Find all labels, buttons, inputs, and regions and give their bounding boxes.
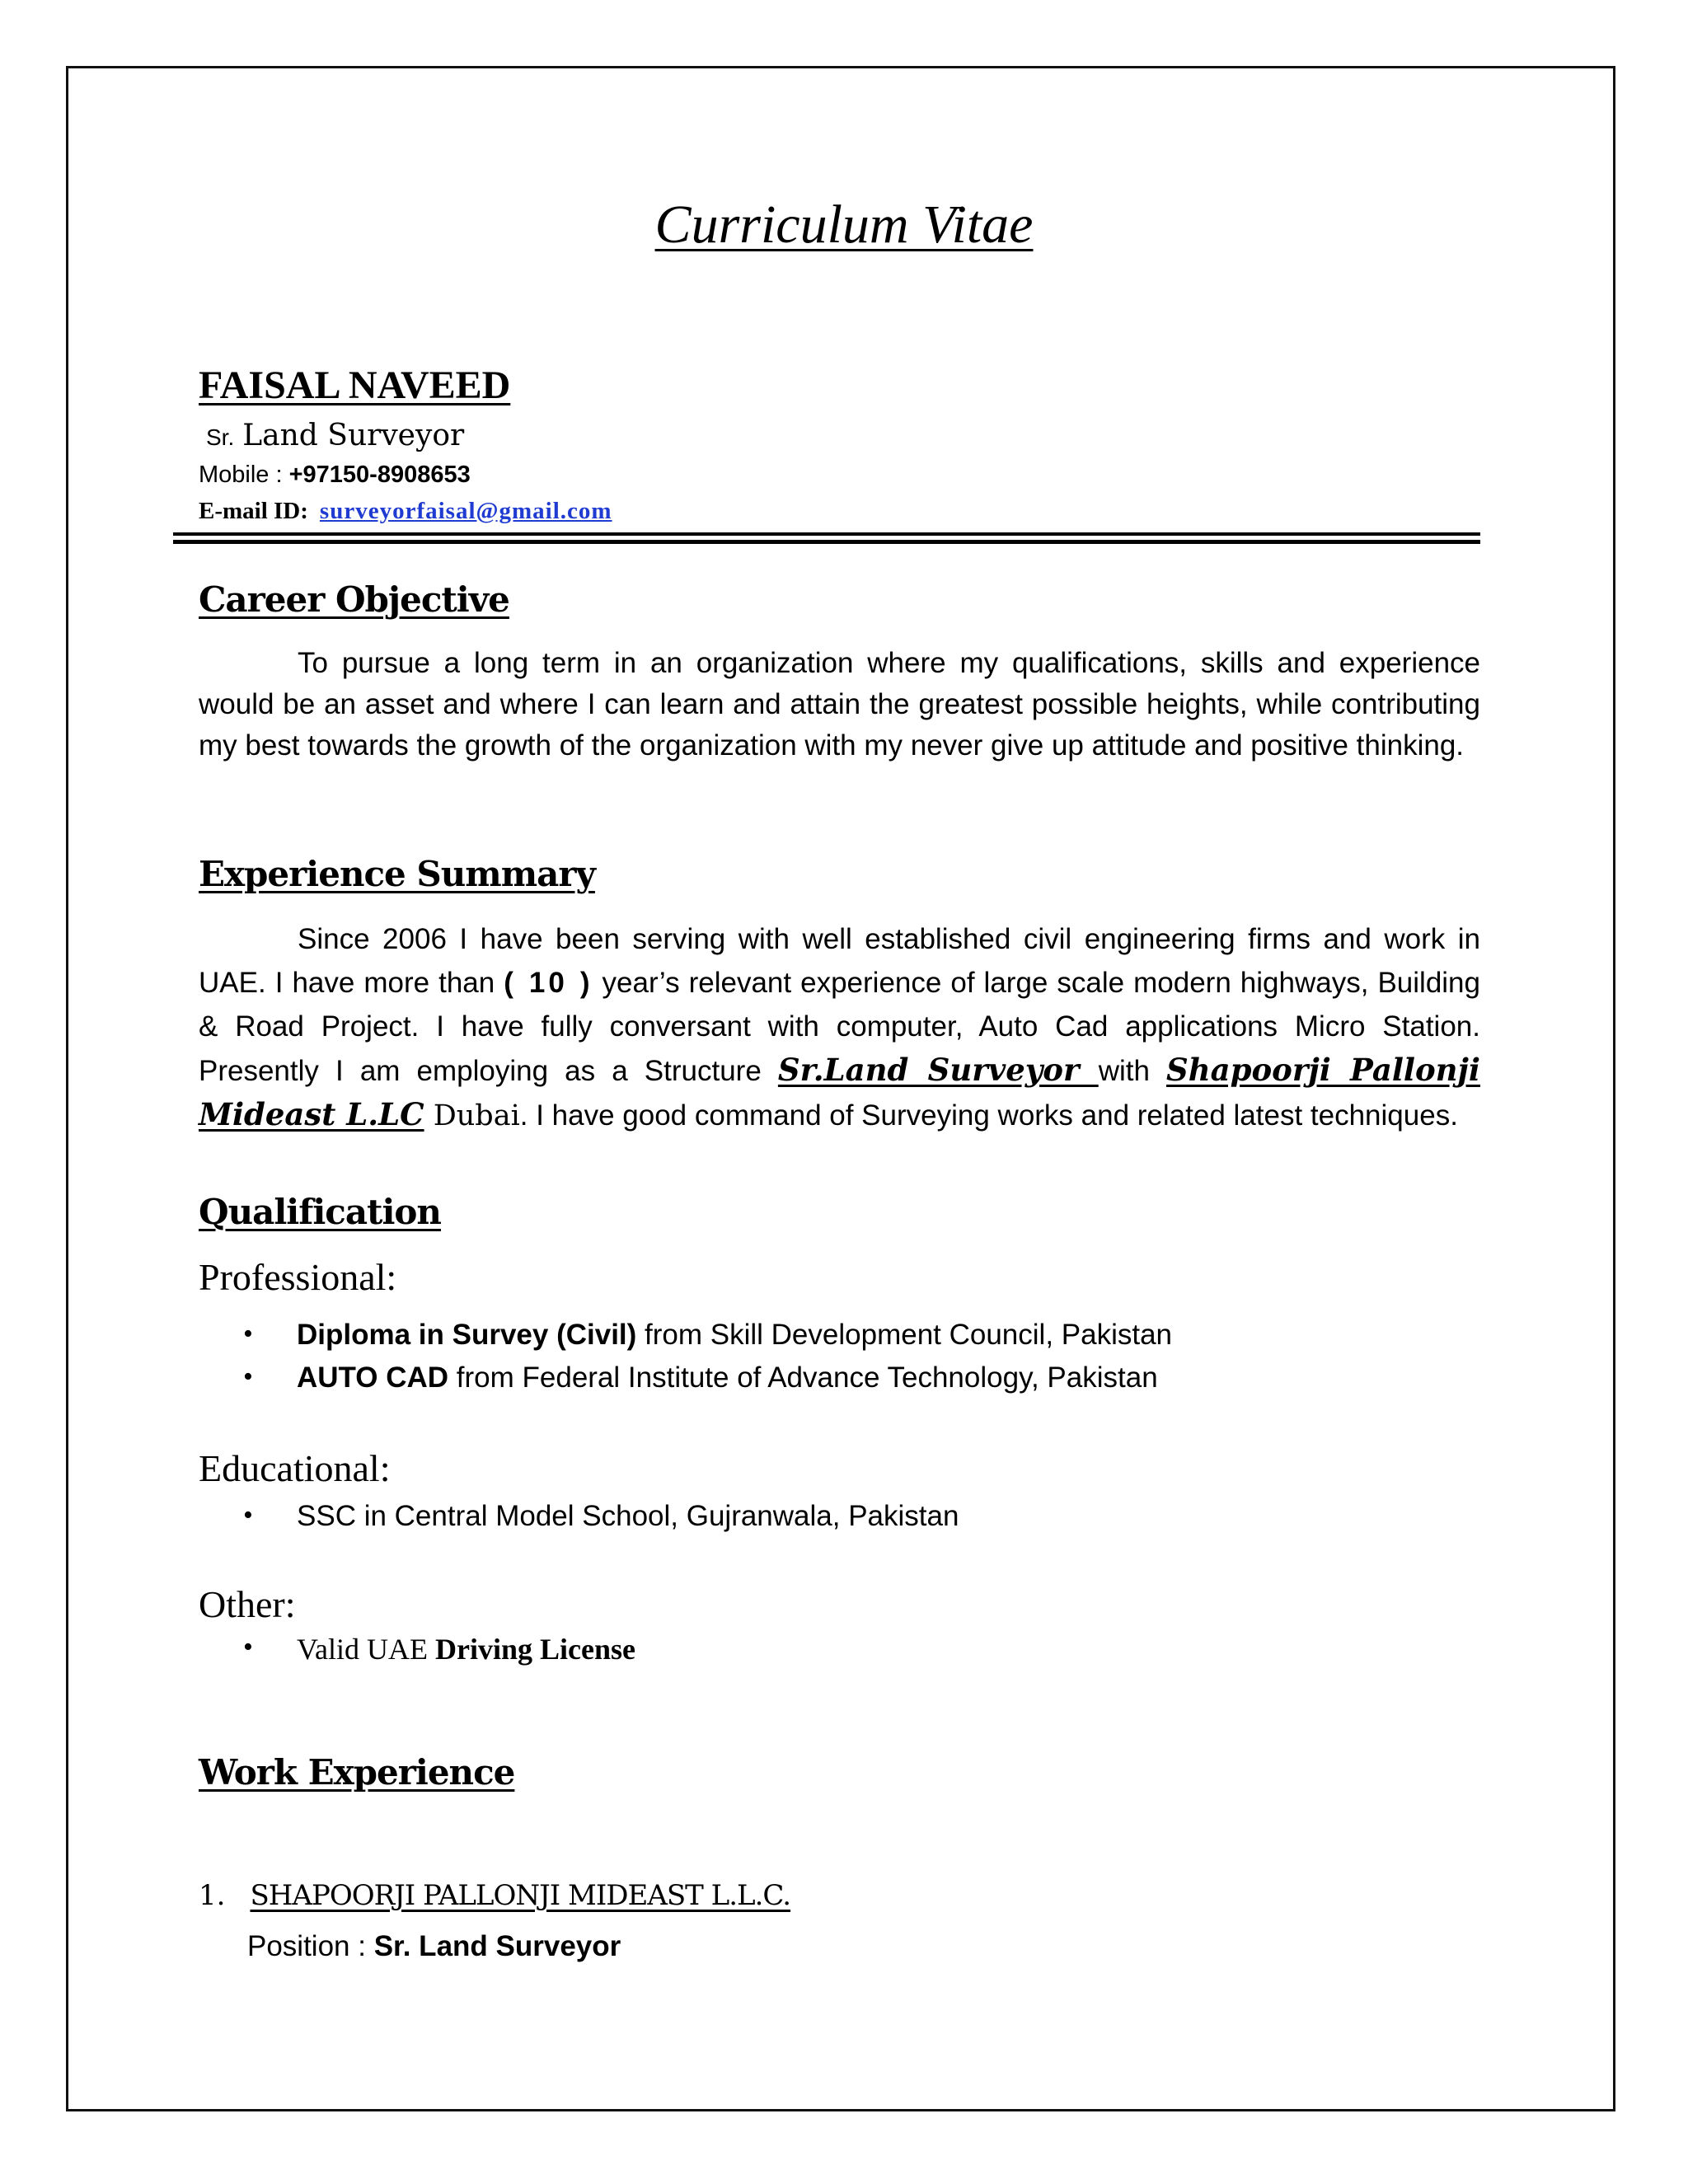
email-link[interactable]: surveyorfaisal@gmail.com [319,498,612,524]
professional-item [297,1319,1172,1352]
professional-item-title: Diploma in Survey (Civil) [297,1319,637,1351]
experience-summary-heading: Experience Summary [199,854,595,894]
header-divider-thick [173,540,1480,544]
other-item-text: Valid UAE [297,1633,435,1666]
designation [206,415,464,453]
work-item-company-line [199,1879,790,1912]
professional-item-detail: from Federal Institute of Advance Technology, Pakistan [448,1361,1158,1394]
professional-item [297,1361,1158,1394]
other-item [297,1632,635,1666]
bullet-icon: • [243,1500,253,1530]
work-item-company: SHAPOORJI PALLONJI MIDEAST L.L.C. [250,1879,791,1912]
other-label: Other: [199,1583,296,1625]
current-role: Sr.Land Surveyor [777,1052,1099,1088]
experience-summary-text [199,917,1480,1138]
bullet-icon: • [243,1632,253,1662]
years-count: ( 10 ) [504,967,593,999]
career-objective-text: To pursue a long term in an organization where my qualifications, skills and experience would be an asset and where I can learn and attain the greatest possible heights, while contributing my best towards the growth of the organization with my never give up attitude and positive thinking. [199,647,1480,762]
candidate-name: FAISAL NAVEED [199,363,511,407]
current-company: Shapoorji Pallonji Mideast L.LC [199,1052,1480,1132]
professional-item-detail: from Skill Development Council, Pakistan [636,1319,1173,1351]
work-item-number: 1. [199,1879,226,1912]
educational-item: SSC in Central Model School, Gujranwala, Pakistan [297,1500,959,1532]
bullet-icon: • [243,1319,253,1349]
professional-item-title: AUTO CAD [297,1361,449,1394]
work-item-position-line [247,1930,621,1963]
summary-text-part1: Since 2006 I have been serving with well established civil engineering firms and work in UAE. I have more than [199,923,1480,999]
bullet-icon: • [243,1361,253,1392]
current-city: Dubai [424,1099,520,1132]
qualification-heading: Qualification [199,1192,441,1232]
document-title: Curriculum Vitae [654,194,1034,255]
header-divider-thin [173,532,1480,536]
email-label: E-mail ID: [199,498,308,524]
email-line [199,498,612,525]
position-label: Position : [247,1930,374,1962]
summary-text-part3: . I have good command of Surveying works and related latest techniques. [519,1099,1458,1132]
mobile-number: +97150-8908653 [288,462,471,488]
summary-with: with [1098,1055,1167,1087]
mobile-label: Mobile : [199,462,289,488]
career-objective-heading: Career Objective [199,579,509,620]
position-value: Sr. Land Surveyor [373,1930,621,1962]
designation-prefix: Sr. [206,424,235,450]
work-experience-heading: Work Experience [199,1752,515,1793]
summary-text-part2: year’s relevant experience of large scale modern highways, Building & Road Project. I have fully conversant with computer, Auto Cad applications Micro Station. Presently I am employing as a Structure [199,967,1480,1087]
designation-title: Land Surveyor [242,419,465,452]
professional-label: Professional: [199,1256,397,1298]
educational-label: Educational: [199,1447,391,1489]
mobile-line [199,462,471,489]
other-item-bold: Driving License [434,1633,635,1666]
